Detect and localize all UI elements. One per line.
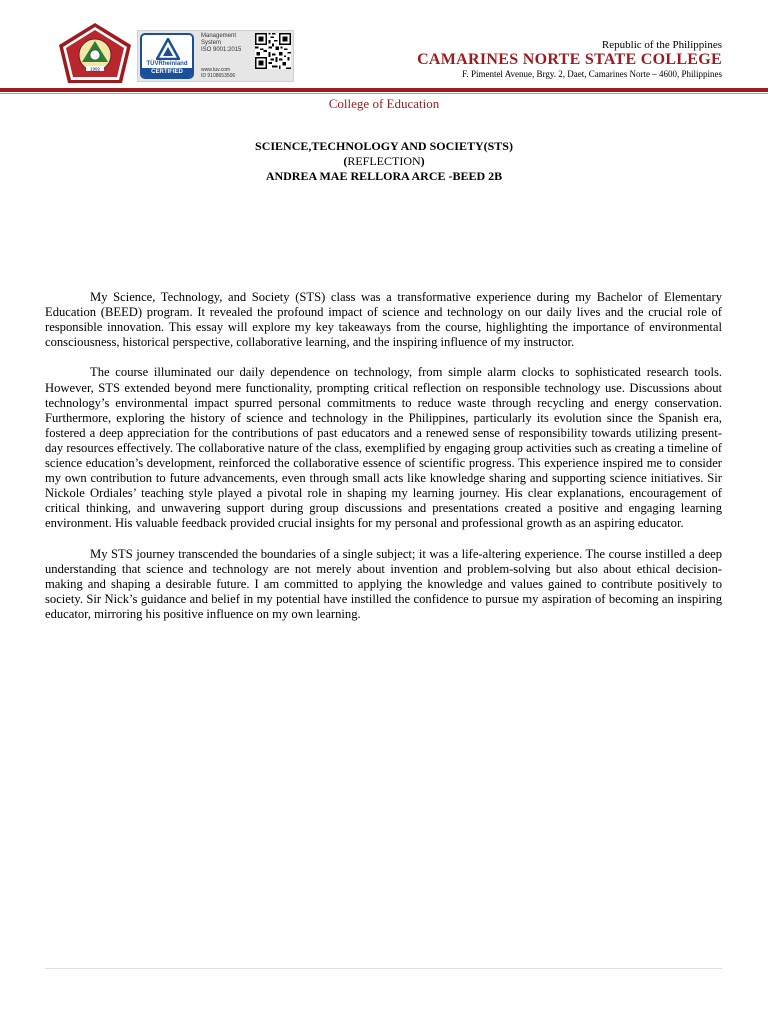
reflection-label: REFLECTION: [347, 154, 421, 168]
document-title: [0, 139, 768, 184]
college-address: F. Pimentel Avenue, Brgy. 2, Daet, Camarines Norte – 4600, Philippines: [462, 69, 722, 79]
paragraph: My STS journey transcended the boundaries of a single subject; it was a life-altering experience. The course instilled a deep understanding that science and technology are not merely about invention and problem-solving but also about ethical decision-making and shaping a desirable future. I am committed to applying the knowledge and values gained to contribute positively to society. Sir Nick’s guidance and belief in my potential have instilled the confidence to pursue my aspiration of becoming an inspiring educator, mirroring his positive influence on my own learning.: [45, 546, 722, 621]
triangle-icon: [156, 38, 180, 60]
republic-line: Republic of the Philippines: [601, 39, 722, 51]
qr-code-icon: [255, 33, 291, 69]
tuv-rheinland-logo: [140, 33, 194, 79]
department-name: College of Education: [328, 96, 440, 111]
document-type: (REFLECTION): [343, 154, 425, 168]
header-divider: [0, 88, 768, 92]
certified-label: CERTIFIED: [142, 68, 192, 77]
certificate-id-text: www.tuv.com ID 9108653506: [201, 67, 236, 79]
course-title: SCIENCE,TECHNOLOGY AND SOCIETY(STS): [255, 139, 513, 153]
paragraph: My Science, Technology, and Society (STS) class was a transformative experience during my Bachelor of Elementary Education (BEED) program. It revealed the profound impact of science and technology on our daily lives and the crucial role of responsible innovation. This essay will explore my key takeaways from the course, highlighting the importance of environmental consciousness, historical perspective, collaborative learning, and the inspiring influence of my instructor.: [45, 290, 722, 350]
essay-body: [45, 290, 722, 637]
letterhead: [0, 0, 768, 100]
author-line: ANDREA MAE RELLORA ARCE -BEED 2B: [265, 169, 503, 183]
header-divider-thin: [0, 93, 768, 94]
iso-certification-badge: [137, 30, 294, 82]
college-name: CAMARINES NORTE STATE COLLEGE: [417, 51, 722, 68]
paragraph: The course illuminated our daily dependence on technology, from simple alarm clocks to sophisticated research tools. However, STS extended beyond mere functionality, prompting critical reflection on responsible technology use. Discussions about technology’s environmental impact spurred personal commitments to reduce waste through recycling and energy conservation. Furthermore, exploring the history of science and technology in the Philippines, particularly its evolution since the Spanish era, fostered a deep appreciation for the contributions of past educators and a renewed sense of responsibility towards utilizing present-day resources effectively. The collaborative nature of the class, exemplified by engaging group activities such as creating a timeline of science education’s development, reinforced the collaborative essence of scientific progress. This experience inspired me to consider my own contribution to future advancements, even through small acts like knowledge sharing and supporting science initiatives. Sir Nickole Ordiales’ teaching style played a pivotal role in shaping my learning journey. His clear explanations, encouragement of critical thinking, and unwavering support during group discussions and presentations created a positive and engaging learning environment. His valuable feedback provided crucial insights for my personal and professional growth as an aspiring educator.: [45, 365, 722, 531]
tuv-name: TÜVRheinland: [146, 61, 188, 67]
management-system-text: Management System ISO 9001:2015: [201, 33, 242, 53]
footer-divider: [45, 968, 722, 969]
college-seal-logo: [58, 22, 132, 84]
seal-year: 1992: [89, 66, 101, 72]
